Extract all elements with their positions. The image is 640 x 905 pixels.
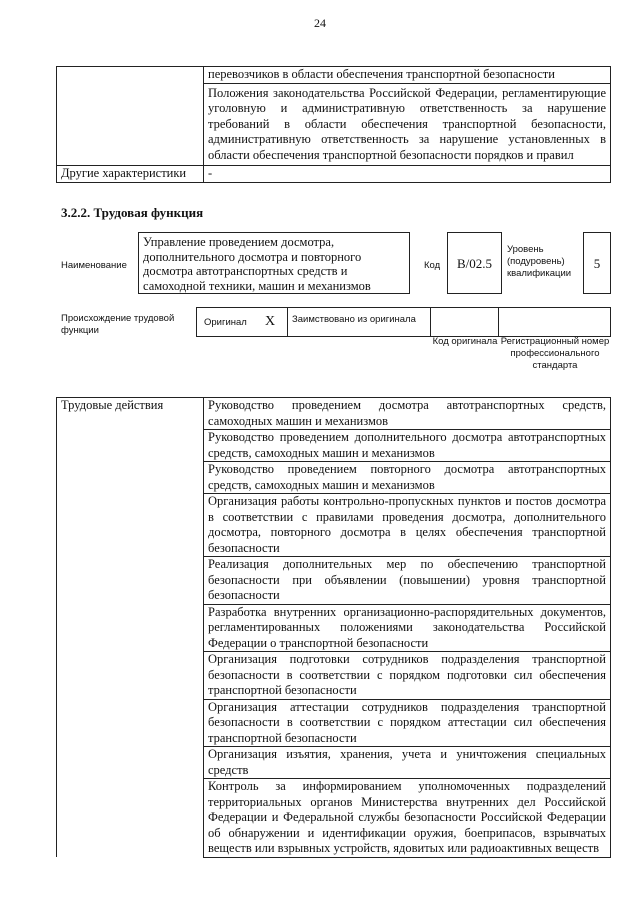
code-label: Код [424,260,441,271]
section-title: 3.2.2. Трудовая функция [61,205,204,220]
code-original-cell [430,307,499,337]
reg-number-caption: Регистрационный номер профессионального стандарта [500,336,610,371]
borrowed-cell [287,307,431,337]
other-characteristics-label: Другие характеристики [57,166,204,183]
original-mark: X [265,314,276,329]
table-row [57,398,611,430]
top-row-text-0: перевозчиков в области обеспечения транспортной безопасности [204,67,611,84]
labor-action-item: Контроль за информированием уполномоченных подразделений территориальных органов Министерства внутренних дел Российской Федерации и Федеральной службы безопасности Российской Федерации об обнаружении и идентификации оружия, боеприпасов, взрывчатых веществ или взрывных устройств, ядовитых или радиоактивных веществ [204,779,611,858]
borrowed-label: Заимствовано из оригинала [292,314,416,325]
table-row [57,67,611,84]
origin-label: Происхождение трудовой функции [61,313,175,336]
top-row-text-1: Положения законодательства Российской Федерации, регламентирующие уголовную и административную ответственность за нарушение требований в области обеспечения транспортной безопасности, административную ответственность за нарушение установленных в области обеспечения транспортной безопасности порядков и правил [204,83,611,166]
level-value-box: 5 [583,232,611,294]
code-original-caption: Код оригинала [432,336,498,347]
labor-action-item: Организация подготовки сотрудников подразделения транспортной безопасности в соответствии с порядком подготовки сил обеспечения транспортной безопасности [204,652,611,700]
original-cell [196,307,288,337]
labor-actions-label: Трудовые действия [57,398,204,858]
labor-action-item: Руководство проведением досмотра автотранспортных средств, самоходных машин и механизмов [204,398,611,430]
labor-action-item: Организация аттестации сотрудников подразделения транспортной безопасности в соответствии с порядком аттестации сил обеспечения транспортной безопасности [204,699,611,747]
labor-action-item: Разработка внутренних организационно-распорядительных документов, регламентированных положениями законодательства Российской Федерации о транспортной безопасности [204,604,611,652]
code-value-box: B/02.5 [447,232,502,294]
labor-actions-table [56,397,611,858]
labor-action-item: Руководство проведением повторного досмотра автотранспортных средств, самоходных машин и механизмов [204,462,611,494]
top-table [56,66,611,183]
labor-action-item: Организация работы контрольно-пропускных пунктов и постов досмотра в соответствии с правилами проведения досмотра, дополнительного досмотра, повторного досмотра в целях обеспечения транспортной безопасности [204,494,611,557]
labor-action-item: Организация изъятия, хранения, учета и уничтожения специальных средств [204,747,611,779]
function-name-box: Управление проведением досмотра, дополнительного досмотра и повторного досмотра автотранспортных средств и самоходной техники, машин и механизмов [138,232,410,294]
table-row [57,166,611,183]
original-label: Оригинал [204,317,247,328]
page-number: 24 [314,16,326,30]
labor-action-item: Руководство проведением дополнительного досмотра автотранспортных средств, самоходных машин и механизмов [204,430,611,462]
top-row-label [57,67,204,166]
name-label: Наименование [61,260,127,271]
level-label: Уровень (подуровень) квалификации [507,244,572,279]
labor-action-item: Реализация дополнительных мер по обеспечению транспортной безопасности при объявлении (повышении) уровня транспортной безопасности [204,557,611,605]
reg-number-cell [498,307,611,337]
other-characteristics-value: - [204,166,611,183]
